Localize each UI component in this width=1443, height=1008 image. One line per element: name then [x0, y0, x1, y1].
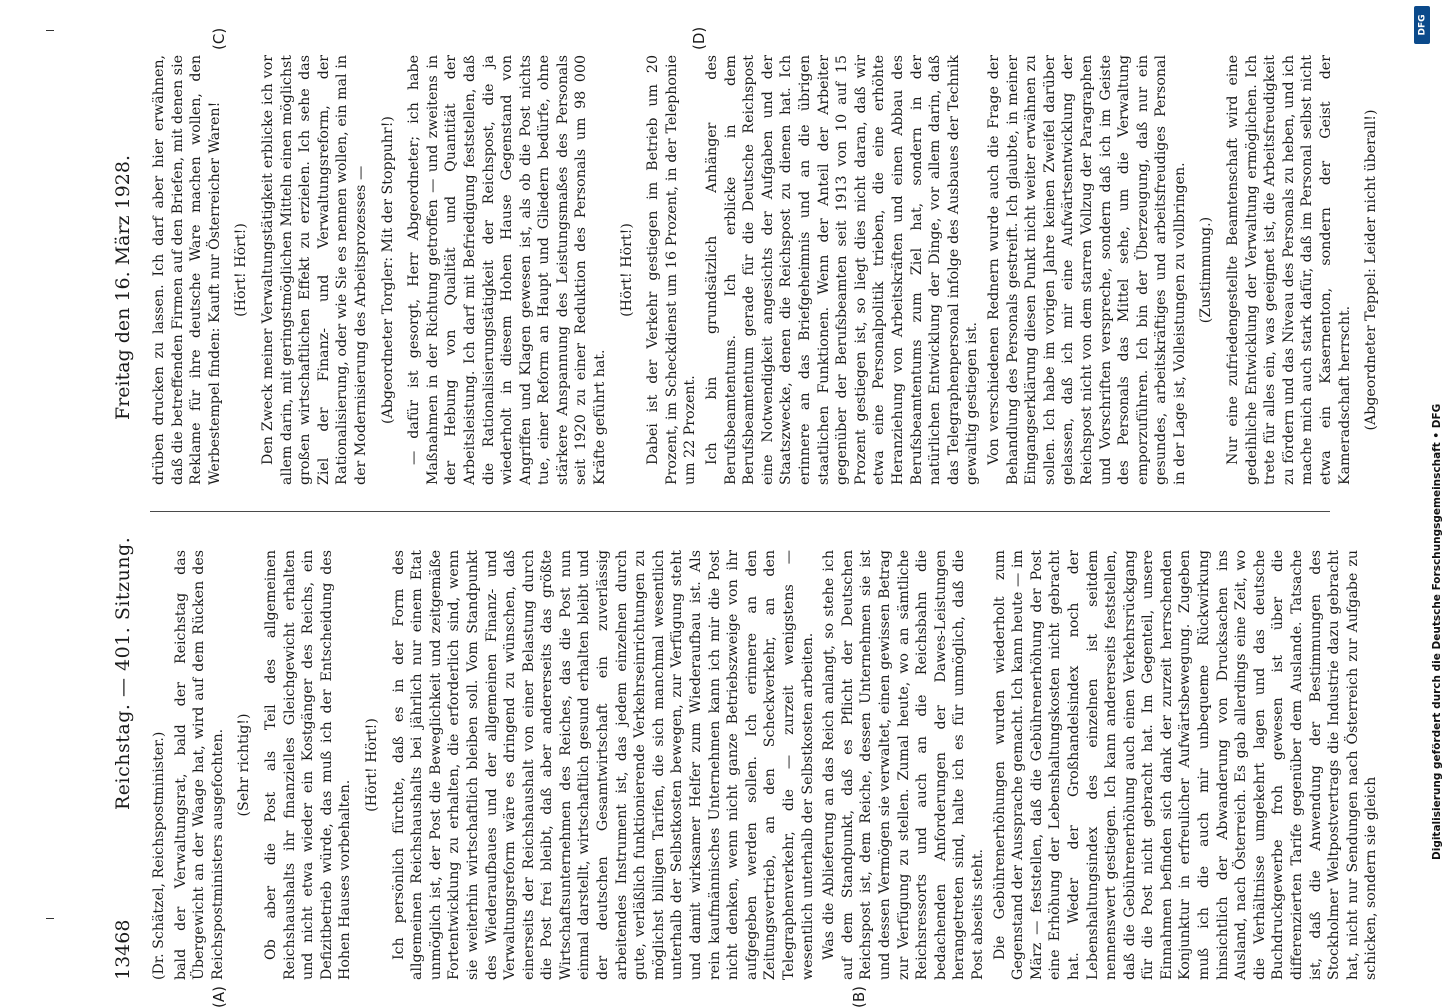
left-column	[150, 550, 1380, 980]
paragraph: Nur eine zufriedengestellte Beamtenschaft wird eine gedeihliche Entwicklung der Verwaltung ermöglichen. Ich trete für alles ein, was geeignet ist, die Arbeitsfreudigkeit zu fördern und das Niveau des Personals zu heben, und ich mache mich auch stark dafür, daß im Personal selbst nicht etwa ein Kasernenton, sondern der Geist der Kameradschaft herrscht.	[1225, 55, 1353, 485]
margin-marker-b: (B)	[850, 986, 868, 1008]
paragraph: Die Gebührenerhöhungen wurden wiederholt zum Gegenstand der Aussprache gemacht. Ich kann heute — im März — feststellen, daß die Gebührenerhöhung der Post eine Erhöhung der Lebenshaltungskosten nicht gebracht hat. Weder der Großhandelsindex noch der Lebenshaltungsindex des einzelnen ist seitdem nennenswert gestiegen. Ich kann andererseits feststellen, daß die Gebührenerhöhung auch einen Verkehrsrückgang für die Post nicht gebracht hat. Im Gegenteil, unsere Einnahmen befinden sich dank der zurzeit herrschenden Konjunktur in erfreulicher Aufwärtsbewegung. Zugeben muß ich die auch mir unbequeme Rückwirkung hinsichtlich der Abwanderung von Drucksachen ins Ausland, nach Österreich. Es gab allerdings eine Zeit, wo die Verhältnisse umgekehrt lagen und das deutsche Buchdruckgewerbe froh gewesen ist über die differenzierten Tarife gegenüber dem Auslande. Tatsache ist, daß die Anwendung der Bestimmungen des Stockholmer Weltpostvertrags die Industrie dazu gebracht hat, nicht nur Sendungen nach Österreich zur Aufgabe zu schicken, sondern sie gleich	[991, 550, 1380, 980]
paragraph: bald der Verwaltungsrat, bald der Reichstag das Übergewicht an der Waage hat, wird auf dem Rücken des Reichspostministers ausgefochten.	[172, 550, 226, 980]
paragraph: Was die Ablieferung an das Reich anlangt, so stehe ich auf dem Standpunkt, daß es Pflicht der Deutschen Reichspost ist, dem Reiche, dessen Unternehmen sie ist und dessen Vermögen sie verwaltet, einen gewissen Betrag zur Verfügung zu stellen. Zumal heute, wo an sämtliche Reichsressorts und auch an die Reichsbahn die bedachenden Anforderungen der Dawes-Leistungen herangetreten sind, halte ich es für unmöglich, daß die Post abseits steht.	[821, 550, 986, 980]
session-date: Freitag den 16. März 1928.	[112, 155, 134, 420]
paragraph: Den Zweck meiner Verwaltungstätigkeit erblicke ich vor allem darin, mit geringstmöglichen Mitteln einen möglichst großen wirtschaftlichen Effekt zu erzielen. Ich sehe das Ziel der Finanz- und Verwaltungsreform, der Rationalisierung, oder wie Sie es nennen wollen, ein mal in der Modernisierung des Arbeitsprozesses —	[259, 55, 369, 485]
interjection: (Zustimmung.)	[1198, 216, 1215, 324]
interjection: (Hört! Hört!)	[233, 223, 250, 317]
interjection: (Sehr richtig!)	[236, 713, 253, 817]
column-divider	[150, 511, 1330, 512]
margin-marker-a: (A)	[210, 986, 228, 1008]
paragraph: Von verschiedenen Rednern wurde auch die Frage der Behandlung des Personals gestreift. Ich glaubte, in meiner Eingangserklärung diesen Punkt nicht weiter erwähnen zu sollen. Ich habe im vorigen Jahre keinen Zweifel darüber gelassen, daß ich mir eine Aufwärtsentwicklung der Reichspost nicht von dem starren Vollzug der Paragraphen und Vorschriften verspreche, sondern daß ich im Geiste des Personals das Mittel sehe, um die Verwaltung emporzuführen. Ich bin der Überzeugung, daß nur ein gesundes, arbeitskräftiges und arbeitsfreudiges Personal in der Lage ist, Volleistungen zu vollbringen.	[985, 55, 1188, 485]
session-title: Reichstag. — 401. Sitzung.	[112, 536, 134, 810]
paragraph: Dabei ist der Verkehr gestiegen im Betrieb um 20 Prozent, im Scheckdienst um 16 Prozent, in der Telephonie um 22 Prozent.	[645, 55, 699, 485]
dfg-logo	[1414, 6, 1430, 44]
rotated-document-page	[110, 20, 1380, 1008]
right-column	[150, 55, 1380, 485]
paragraph: drüben drucken zu lassen. Ich darf aber hier erwähnen, daß die betreffenden Firmen auf den Briefen, mit denen sie Reklame für ihre deutsche Ware machen wollen, den Werbestempel finden: Kauft nur Österreicher Waren!	[151, 55, 223, 485]
interjection: (Hört! Hört!)	[363, 718, 380, 812]
page-header	[110, 20, 142, 980]
margin-marker-d: (D)	[690, 26, 708, 50]
scan-mark	[46, 30, 54, 31]
interjection: (Hört! Hört!)	[618, 223, 635, 317]
paragraph: — dafür ist gesorgt, Herr Abgeordneter; ich habe Maßnahmen in der Richtung getroffen — und zweitens in der Hebung von Qualität und Quantität der Arbeitsleistung. Ich darf mit Befriedigung feststellen, daß die Rationalisierungstätigkeit der Reichspost, die ja wiederholt in diesem Hohen Hause Gegenstand von Angriffen und Klagen gewesen ist, als ob die Post nichts tue, einer Reform an Haupt und Gliedern bedürfe, ohne stärkere Anspannung des Leistungsmaßes des Personals seit 1920 zu einer Reduktion des Personals um 98 000 Kräfte geführt hat.	[406, 55, 609, 485]
margin-marker-c: (C)	[210, 27, 228, 50]
digitization-credit: Digitalisierung gefördert durch die Deutsche Forschungsgemeinschaft • DFG	[1431, 403, 1443, 860]
dfg-logo-text: DFG	[1417, 14, 1428, 36]
speaker-line: (Dr. Schätzel, Reichspostminister.)	[151, 731, 167, 980]
scan-mark	[46, 918, 54, 919]
page-number: 13468	[112, 919, 134, 980]
paragraph: Ich persönlich fürchte, daß es in der Form des allgemeinen Reichshaushalts bei jährlich nur einem Etat unmöglich ist, der Post die Beweglichkeit und zeitgemäße Fortentwicklung zu erhalten, die erforderlich sind, wenn sie weiterhin wirtschaftlich bleiben soll. Vom Standpunkt des Wiederaufbaues und der allgemeinen Finanz- und Verwaltungsreform wäre es dringend zu wünschen, daß einerseits der Reichshaushalt von einer Belastung durch die Post frei bleibt, daß aber andererseits das größte Wirtschaftsunternehmen des Reiches, das die Post nun einmal darstellt, wirtschaftlich gesund erhalten bleibt und der deutschen Gesamtwirtschaft ein zuverlässig arbeitendes Instrument ist, das jedem einzelnen durch gute, verläßlich funktionierende Verkehrseinrichtungen zu möglichst billigen Tarifen, die sich manchmal wesentlich unterhalb der Selbstkosten bewegen, zur Verfügung steht und damit wirksamer Helfer zum Wiederaufbau ist. Als rein kaufmännisches Unternehmen kann ich mir die Post nicht denken, wenn nicht ganze Betriebszweige von ihr aufgegeben werden sollen. Ich erinnere an den Zeitungsvertrieb, an den Scheckverkehr, an den Telegraphenverkehr, die — zurzeit wenigstens — wesentlich unterhalb der Selbstkosten arbeiten.	[390, 550, 816, 980]
interjection: (Abgeordneter Teppel: Leider nicht überall!)	[1363, 109, 1380, 431]
paragraph: Ich bin grundsätzlich Anhänger des Berufsbeamtentums. Ich erblicke in dem Berufsbeamtentum gerade für die Deutsche Reichspost eine Notwendigkeit angesichts der Aufgaben und der Staatszwecke, denen die Reichspost zu dienen hat. Ich erinnere an das Briefgeheimnis und an die übrigen staatlichen Funktionen. Wenn der Anteil der Arbeiter gegenüber der Berufsbeamten seit 1913 von 10 auf 15 Prozent gestiegen ist, so liegt dies nicht daran, daß wir etwa eine Personalpolitik trieben, die eine erhöhte Heranziehung von Arbeitskräften und einen Abbau des Berufsbeamtentums zum Ziel hat, sondern in der natürlichen Entwicklung der Dinge, vor allem darin, daß das Telegraphenpersonal infolge des Ausbaues der Technik gewaltig gestiegen ist.	[704, 55, 981, 485]
paragraph: Ob aber die Post als Teil des allgemeinen Reichshaushalts ihr finanzielles Gleichgewicht erhalten und nicht etwa wieder ein Kostgänger des Reichs, ein Defizitbetrieb würde, das muß ich der Entscheidung des Hohen Hauses vorbehalten.	[262, 550, 354, 980]
interjection: (Abgeordneter Torgler: Mit der Stoppuhr!)	[379, 116, 396, 424]
